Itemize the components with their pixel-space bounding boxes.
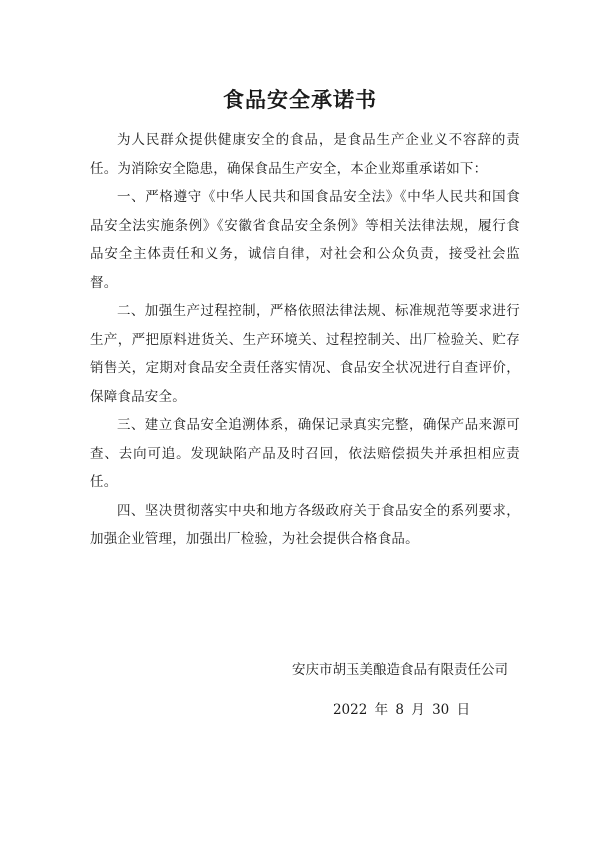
commitment-paragraph-4: 四、坚决贯彻落实中央和地方各级政府关于食品安全的系列要求，加强企业管理，加强出厂检验，为社会提供合格食品。 [90,502,520,547]
document-title: 食品安全承诺书 [223,88,377,112]
date-day: 30 [432,702,450,718]
date-month: 8 [395,702,404,718]
date-year: 2022 [332,702,368,718]
date-month-unit: 月 [411,702,425,718]
signature-date [280,697,520,723]
commitment-paragraph-3: 三、建立食品安全追溯体系，确保记录真实完整，确保产品来源可查、去向可追。发现缺陷产品及时召回，依法赔偿损失并承担相应责任。 [90,417,520,490]
commitment-paragraph-2: 二、加强生产过程控制，严格依照法律法规、标准规范等要求进行生产，严把原料进货关、生产环境关、过程控制关、出厂检验关、贮存销售关，定期对食品安全责任落实情况、食品安全状况进行自查评价，保障食品安全。 [90,303,520,405]
document-body [90,126,520,554]
commitment-paragraph-1: 一、严格遵守《中华人民共和国食品安全法》《中华人民共和国食品安全法实施条例》《安徽省食品安全条例》等相关法律法规，履行食品安全主体责任和义务，诚信自律，对社会和公众负责，接受社会监督。 [90,189,520,291]
date-day-unit: 日 [456,702,471,718]
company-name: 安庆市胡玉美酿造食品有限责任公司 [292,662,508,678]
date-year-unit: 年 [374,702,389,718]
signature-block [280,657,520,723]
intro-paragraph: 为人民群众提供健康安全的食品，是食品生产企业义不容辞的责任。为消除安全隐患，确保食品生产安全，本企业郑重承诺如下： [90,132,520,177]
